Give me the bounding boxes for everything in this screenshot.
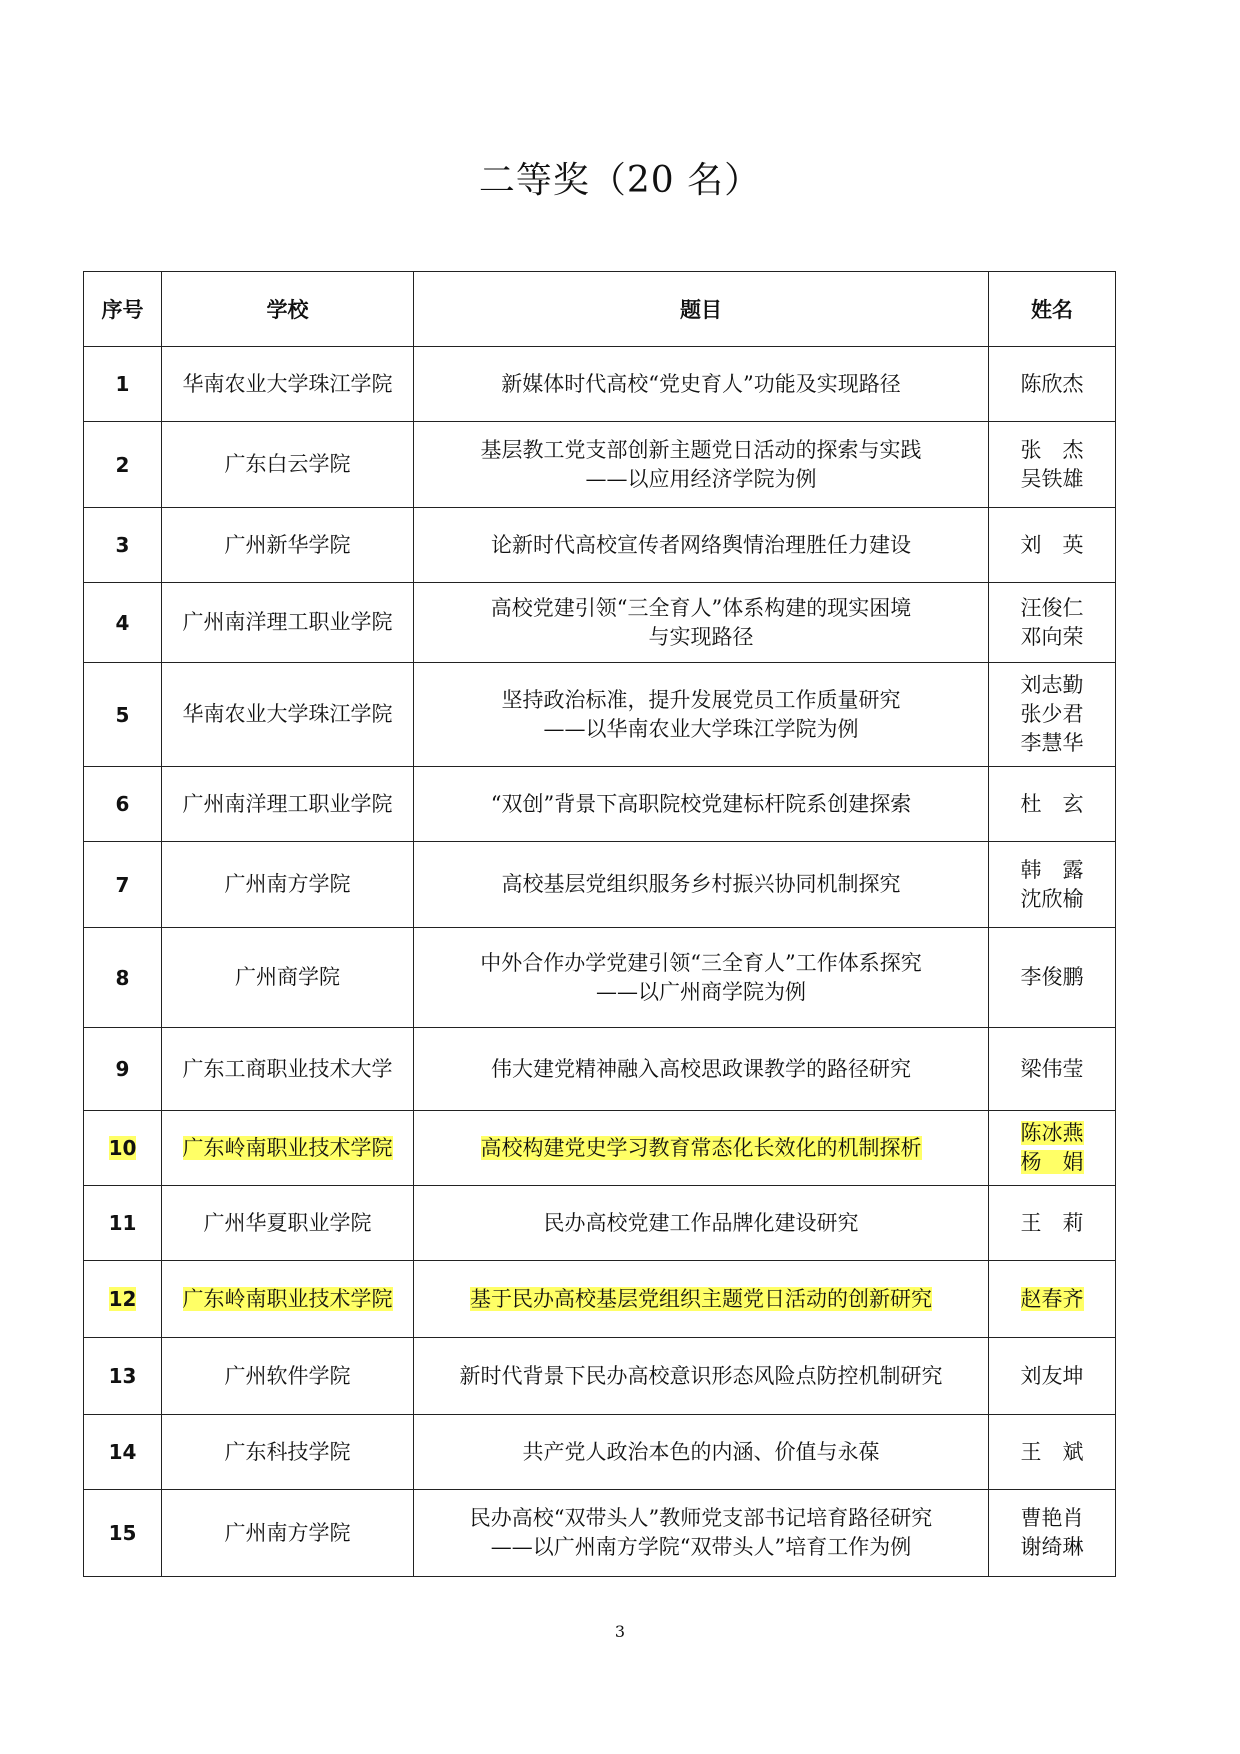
cell-index (84, 1028, 162, 1111)
cell-index (84, 767, 162, 842)
topic-line: 新媒体时代高校“党史育人”功能及实现路径 (501, 371, 901, 396)
cell-topic (414, 1338, 989, 1415)
cell-school (162, 583, 414, 663)
table-header-row (84, 272, 1116, 347)
table-row (84, 1111, 1116, 1186)
cell-names (989, 1490, 1116, 1577)
table-row (84, 1338, 1116, 1415)
name-text: 刘 英 (1020, 532, 1084, 557)
cell-school (162, 1028, 414, 1111)
name-text: 刘友坤 (1020, 1363, 1084, 1388)
table-row (84, 1186, 1116, 1261)
index-text: 13 (108, 1364, 137, 1388)
cell-school (162, 663, 414, 767)
cell-index (84, 1186, 162, 1261)
cell-topic (414, 583, 989, 663)
index-text: 6 (115, 792, 130, 816)
cell-topic (414, 1186, 989, 1261)
table-body (84, 347, 1116, 1577)
name-text: 赵春齐 (1020, 1286, 1084, 1311)
topic-line: 基于民办高校基层党组织主题党日活动的创新研究 (470, 1286, 932, 1311)
topic-line: 基层教工党支部创新主题党日活动的探索与实践 (480, 437, 922, 462)
table-row (84, 663, 1116, 767)
topic-line: 新时代背景下民办高校意识形态风险点防控机制研究 (459, 1363, 943, 1388)
cell-school (162, 1490, 414, 1577)
header-names: 姓名 (989, 272, 1116, 347)
index-text: 15 (108, 1521, 137, 1545)
name-text: 杜 玄 (1020, 791, 1084, 816)
topic-line: ——以广州南方学院“双带头人”培育工作为例 (490, 1535, 912, 1559)
cell-index (84, 928, 162, 1028)
page-number: 3 (614, 1622, 626, 1641)
cell-topic (414, 1415, 989, 1490)
table-row (84, 1490, 1116, 1577)
topic-line: ——以应用经济学院为例 (585, 466, 817, 491)
cell-school (162, 842, 414, 928)
page-title: 二等奖（20 名） (478, 160, 762, 201)
cell-index (84, 1415, 162, 1490)
table-row (84, 928, 1116, 1028)
cell-index (84, 583, 162, 663)
topic-line: 与实现路径 (648, 624, 754, 649)
cell-school (162, 508, 414, 583)
topic-line: ——以广州商学院为例 (596, 979, 806, 1004)
name-text: 王 莉 (1020, 1210, 1084, 1235)
topic-line: 高校基层党组织服务乡村振兴协同机制探究 (501, 872, 901, 896)
index-text: 4 (115, 610, 130, 635)
name-text: 谢绮琳 (1020, 1535, 1084, 1559)
school-text: 广东岭南职业技术学院 (182, 1135, 393, 1160)
school-text: 广州南洋理工职业学院 (182, 610, 393, 634)
table-row (84, 842, 1116, 928)
cell-index (84, 508, 162, 583)
school-text: 华南农业大学珠江学院 (182, 371, 393, 396)
topic-line: 坚持政治标准，提升发展党员工作质量研究 (501, 687, 901, 712)
cell-names (989, 1028, 1116, 1111)
topic-line: 高校党建引领“三全育人”体系构建的现实困境 (490, 595, 912, 620)
index-text: 14 (108, 1440, 137, 1464)
table-row (84, 583, 1116, 663)
table-row (84, 422, 1116, 508)
topic-line: 高校构建党史学习教育常态化长效化的机制探析 (480, 1135, 922, 1160)
cell-school (162, 1261, 414, 1338)
cell-names (989, 842, 1116, 928)
cell-topic (414, 1490, 989, 1577)
topic-line: “双创”背景下高职院校党建标杆院系创建探索 (490, 791, 912, 816)
table-row (84, 347, 1116, 422)
table-row (84, 1028, 1116, 1111)
cell-names (989, 928, 1116, 1028)
index-text: 3 (115, 533, 130, 557)
cell-names (989, 508, 1116, 583)
header-topic: 题目 (414, 272, 989, 347)
index-text: 11 (108, 1211, 137, 1235)
name-text: 张 杰 (1020, 437, 1084, 462)
name-text: 曹艳肖 (1020, 1506, 1084, 1530)
school-text: 广州南洋理工职业学院 (182, 791, 393, 816)
school-text: 广东白云学院 (224, 452, 351, 476)
cell-names (989, 1111, 1116, 1186)
index-text: 9 (115, 1057, 130, 1081)
cell-school (162, 347, 414, 422)
topic-line: ——以华南农业大学珠江学院为例 (543, 716, 859, 741)
school-text: 广州软件学院 (224, 1363, 351, 1388)
cell-names (989, 422, 1116, 508)
cell-index (84, 347, 162, 422)
cell-topic (414, 663, 989, 767)
cell-names (989, 583, 1116, 663)
name-text: 杨 娟 (1020, 1150, 1084, 1174)
cell-index (84, 1261, 162, 1338)
topic-line: 中外合作办学党建引领“三全育人”工作体系探究 (480, 950, 922, 975)
cell-names (989, 1261, 1116, 1338)
cell-school (162, 767, 414, 842)
name-text: 韩 露 (1020, 857, 1084, 882)
cell-names (989, 347, 1116, 422)
cell-names (989, 767, 1116, 842)
cell-topic (414, 842, 989, 928)
name-text: 张少君 (1020, 702, 1084, 726)
cell-topic (414, 1028, 989, 1111)
cell-index (84, 1338, 162, 1415)
name-text: 沈欣榆 (1020, 886, 1084, 911)
header-school: 学校 (162, 272, 414, 347)
table-row (84, 1415, 1116, 1490)
name-text: 陈欣杰 (1020, 371, 1084, 396)
name-text: 汪俊仁 (1020, 595, 1084, 620)
cell-school (162, 928, 414, 1028)
cell-school (162, 422, 414, 508)
cell-school (162, 1338, 414, 1415)
name-text: 王 斌 (1020, 1439, 1084, 1464)
table-row (84, 1261, 1116, 1338)
index-text: 8 (115, 965, 130, 990)
cell-topic (414, 1111, 989, 1186)
school-text: 广州新华学院 (224, 532, 351, 557)
cell-index (84, 422, 162, 508)
school-text: 广州南方学院 (224, 1520, 351, 1545)
school-text: 广东岭南职业技术学院 (182, 1286, 393, 1311)
school-text: 广东科技学院 (224, 1439, 351, 1464)
name-text: 梁伟莹 (1020, 1056, 1084, 1081)
cell-topic (414, 422, 989, 508)
cell-names (989, 1415, 1116, 1490)
table-row (84, 767, 1116, 842)
cell-index (84, 1111, 162, 1186)
cell-index (84, 842, 162, 928)
cell-school (162, 1186, 414, 1261)
name-text: 李慧华 (1020, 731, 1084, 755)
cell-names (989, 663, 1116, 767)
index-text: 7 (115, 872, 130, 897)
award-table (83, 271, 1116, 1577)
topic-line: 伟大建党精神融入高校思政课教学的路径研究 (491, 1056, 911, 1081)
cell-topic (414, 767, 989, 842)
school-text: 广州华夏职业学院 (203, 1210, 372, 1235)
table-row (84, 508, 1116, 583)
cell-school (162, 1111, 414, 1186)
name-text: 李俊鹏 (1020, 965, 1084, 989)
topic-line: 共产党人政治本色的内涵、价值与永葆 (522, 1439, 880, 1464)
name-text: 吴铁雄 (1020, 466, 1084, 491)
cell-names (989, 1338, 1116, 1415)
index-text: 12 (108, 1287, 137, 1311)
name-text: 刘志勤 (1020, 673, 1084, 697)
topic-line: 论新时代高校宣传者网络舆情治理胜任力建设 (491, 532, 911, 557)
index-text: 10 (108, 1136, 137, 1160)
cell-school (162, 1415, 414, 1490)
cell-topic (414, 508, 989, 583)
cell-topic (414, 928, 989, 1028)
school-text: 华南农业大学珠江学院 (182, 702, 393, 726)
name-text: 邓向荣 (1020, 624, 1084, 649)
school-text: 广州南方学院 (224, 872, 351, 896)
cell-topic (414, 347, 989, 422)
cell-names (989, 1186, 1116, 1261)
topic-line: 民办高校“双带头人”教师党支部书记培育路径研究 (469, 1506, 933, 1530)
cell-topic (414, 1261, 989, 1338)
cell-index (84, 663, 162, 767)
header-index: 序号 (84, 272, 162, 347)
school-text: 广东工商职业技术大学 (182, 1056, 393, 1081)
school-text: 广州商学院 (235, 965, 340, 989)
topic-line: 民办高校党建工作品牌化建设研究 (543, 1210, 859, 1235)
index-text: 5 (115, 702, 130, 727)
cell-index (84, 1490, 162, 1577)
index-text: 1 (115, 372, 130, 396)
name-text: 陈冰燕 (1020, 1121, 1084, 1145)
index-text: 2 (115, 452, 130, 477)
